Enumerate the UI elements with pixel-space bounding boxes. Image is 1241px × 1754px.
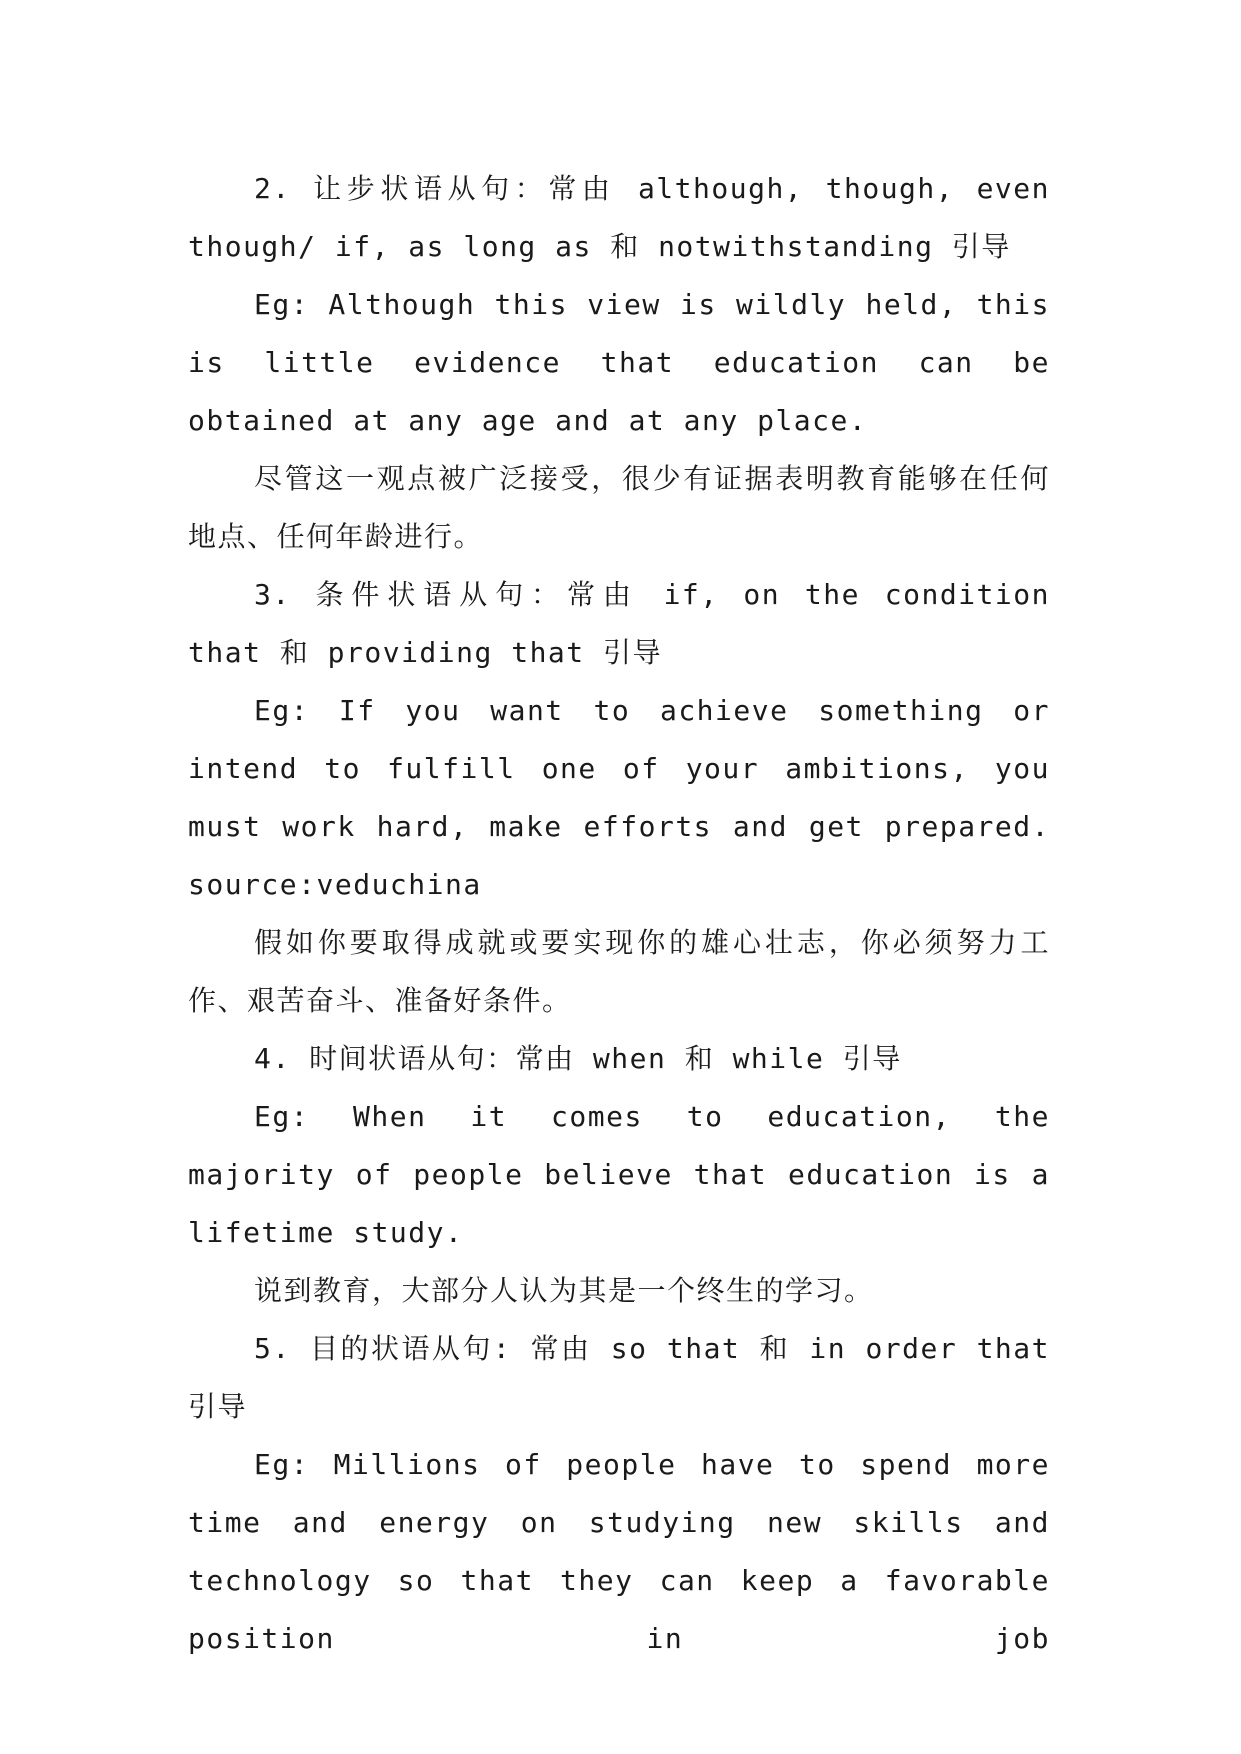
paragraph-condition-clause-heading: 3. 条件状语从句：常由 if, on the condition that 和 providing that 引导 [188, 578, 1050, 669]
paragraph-purpose-example-en: Eg: Millions of people have to spend more time and energy on studying new skills and technology so that they can keep a favorable position in job [188, 1448, 1050, 1655]
paragraph-condition-example-zh: 假如你要取得成就或要实现你的雄心壮志，你必须努力工作、艰苦奋斗、准备好条件。 [188, 926, 1050, 1017]
document-page [188, 160, 1050, 1668]
paragraph-time-example-zh: 说到教育，大部分人认为其是一个终生的学习。 [254, 1274, 874, 1307]
paragraph-condition-example-en: Eg: If you want to achieve something or intend to fulfill one of your ambitions, you must work hard, make efforts and get prepared. source:veduchina [188, 694, 1050, 901]
paragraph-concession-clause-heading: 2. 让步状语从句：常由 although, though, even though/ if, as long as 和 notwithstanding 引导 [188, 172, 1050, 263]
paragraph-time-clause-heading: 4. 时间状语从句：常由 when 和 while 引导 [254, 1042, 902, 1075]
paragraph-purpose-clause-heading: 5. 目的状语从句: 常由 so that 和 in order that 引导 [188, 1332, 1050, 1423]
paragraph-concession-example-zh: 尽管这一观点被广泛接受，很少有证据表明教育能够在任何地点、任何年龄进行。 [188, 462, 1050, 553]
paragraph-time-example-en: Eg: When it comes to education, the majority of people believe that education is a lifetime study. [188, 1100, 1050, 1249]
paragraph-concession-example-en: Eg: Although this view is wildly held, this is little evidence that education can be obtained at any age and at any place. [188, 288, 1050, 437]
